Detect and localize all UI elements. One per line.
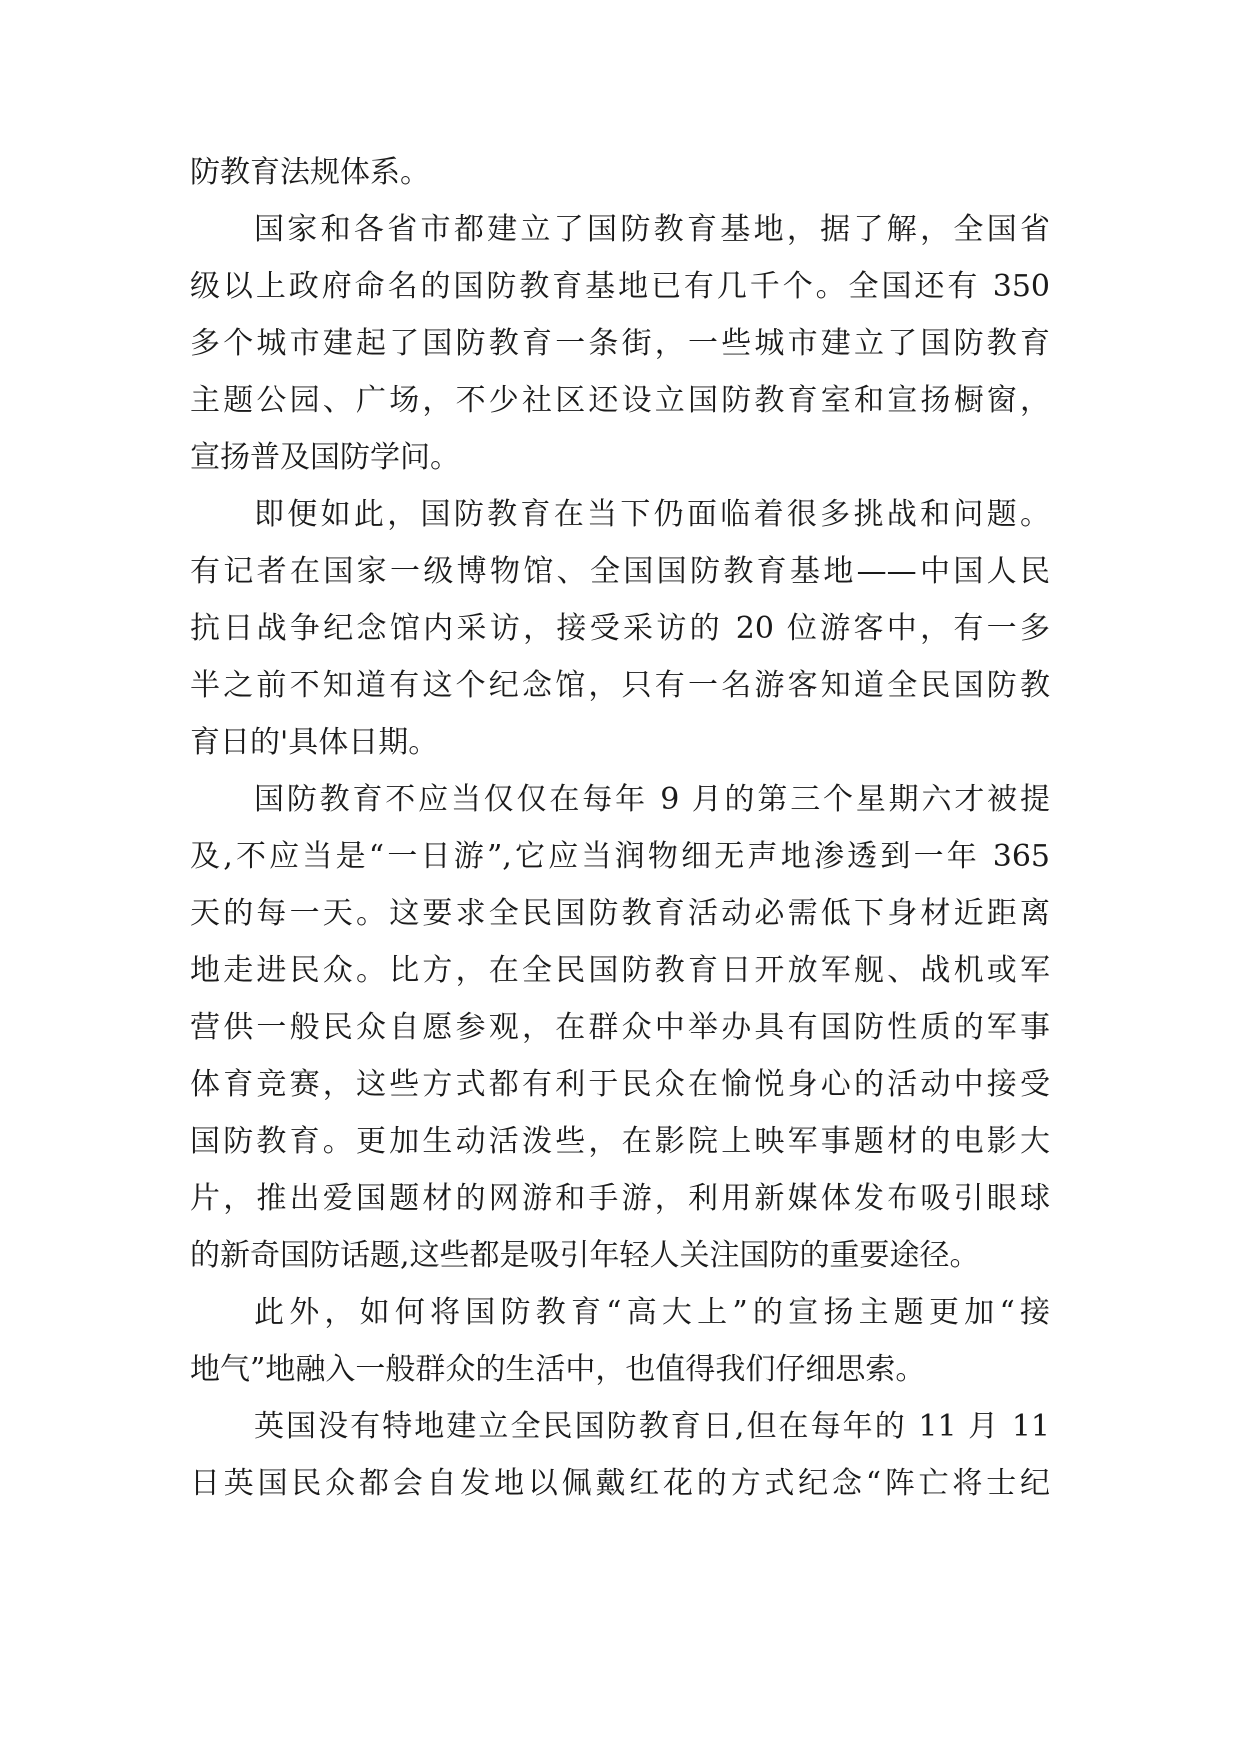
text-line: 天的每一天。这要求全民国防教育活动必需低下身材近距离 (190, 896, 1050, 931)
text-line: 国防教育不应当仅仅在每年 9 月的第三个星期六才被提 (254, 782, 1050, 817)
text-line: 级以上政府命名的国防教育基地已有几千个。全国还有 350 (190, 269, 1050, 304)
text-line: 的新奇国防话题,这些都是吸引年轻人关注国防的重要途径。 (190, 1238, 980, 1273)
text-line: 即便如此，国防教育在当下仍面临着很多挑战和问题。 (254, 497, 1050, 532)
text-line: 防教育法规体系。 (190, 155, 430, 190)
text-line: 地气”地融入一般群众的生活中，也值得我们仔细思索。 (190, 1352, 926, 1387)
text-line: 半之前不知道有这个纪念馆，只有一名游客知道全民国防教 (190, 668, 1050, 703)
text-line: 抗日战争纪念馆内采访，接受采访的 20 位游客中，有一多 (190, 611, 1050, 646)
text-line: 及,不应当是“一日游”,它应当润物细无声地渗透到一年 365 (190, 839, 1050, 874)
text-line: 体育竞赛，这些方式都有利于民众在愉悦身心的活动中接受 (190, 1067, 1050, 1102)
text-line: 片，推出爱国题材的网游和手游，利用新媒体发布吸引眼球 (190, 1181, 1050, 1216)
text-line: 育日的'具体日期。 (190, 725, 439, 760)
text-line: 多个城市建起了国防教育一条街，一些城市建立了国防教育 (190, 326, 1050, 361)
text-line: 主题公园、广场，不少社区还设立国防教育室和宣扬橱窗， (190, 383, 1050, 418)
text-line: 国防教育。更加生动活泼些，在影院上映军事题材的电影大 (190, 1124, 1050, 1159)
text-line: 日英国民众都会自发地以佩戴红花的方式纪念“阵亡将士纪 (190, 1466, 1050, 1501)
text-line: 英国没有特地建立全民国防教育日,但在每年的 11 月 11 (254, 1409, 1050, 1444)
text-line: 国家和各省市都建立了国防教育基地，据了解，全国省 (254, 212, 1050, 247)
text-line: 地走进民众。比方，在全民国防教育日开放军舰、战机或军 (190, 953, 1050, 988)
text-line: 有记者在国家一级博物馆、全国国防教育基地——中国人民 (190, 554, 1050, 589)
text-line: 营供一般民众自愿参观，在群众中举办具有国防性质的军事 (190, 1010, 1050, 1045)
text-line: 宣扬普及国防学问。 (190, 440, 460, 475)
text-line: 此外，如何将国防教育“高大上”的宣扬主题更加“接 (254, 1295, 1050, 1330)
